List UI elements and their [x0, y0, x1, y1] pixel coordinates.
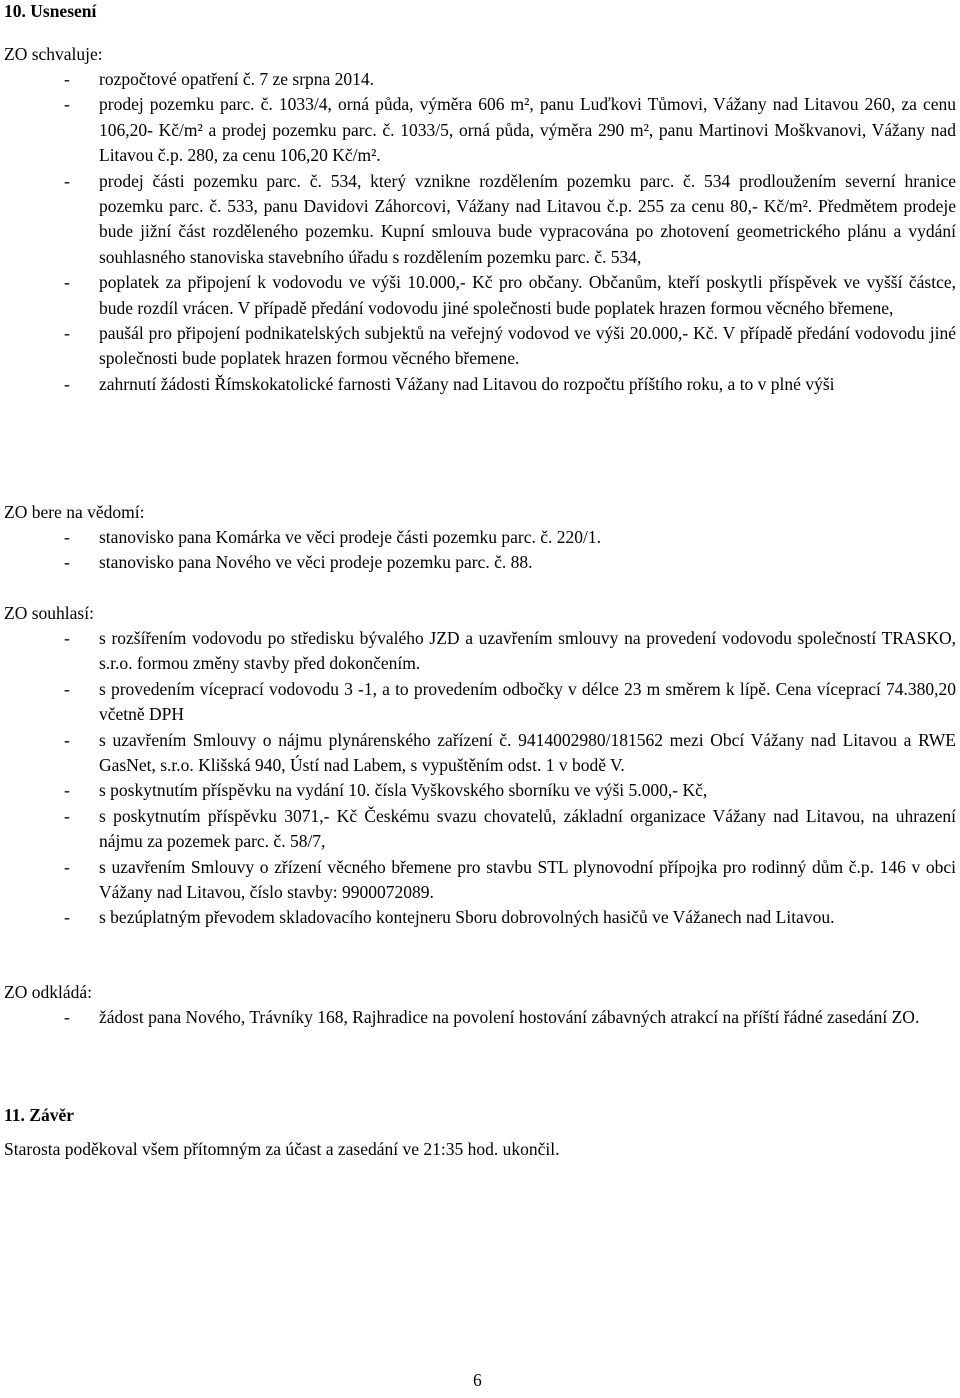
list-item: - s bezúplatným převodem skladovacího kontejneru Sboru dobrovolných hasičů ve Vážanech nad Litavou. — [4, 905, 956, 930]
odklada-label: ZO odkládá: — [4, 982, 92, 1002]
schvaluje-label: ZO schvaluje: — [4, 44, 103, 64]
list-item: - poplatek za připojení k vodovodu ve výši 10.000,- Kč pro občany. Občanům, kteří poskytli příspěvek ve vyšší částce, bude rozdíl vrácen. V případě předání vodovodu jiné společnosti bude poplatek hrazen formou věcného břemene, — [4, 270, 956, 321]
list-item: - s poskytnutím příspěvku 3071,- Kč Českému svazu chovatelů, základní organizace Vážany nad Litavou, na uhrazení nájmu za pozemek parc. č. 58/7, — [4, 804, 956, 855]
list-item: - zahrnutí žádosti Římskokatolické farnosti Vážany nad Litavou do rozpočtu příštího roku, a to v plné výši — [4, 372, 956, 397]
list-item: - prodej části pozemku parc. č. 534, který vznikne rozdělením pozemku parc. č. 534 prodloužením severní hranice pozemku parc. č. 533, panu Davidovi Záhorcovi, Vážany nad Litavou č.p. 255 za cenu 80,- Kč/m². Předmětem prodeje bude jižní část rozděleného pozemku. Kupní smlouva bude vypracována po zhotovení geometrického plánu a vydání souhlasného stanoviska stavebního úřadu s rozdělením pozemku parc. č. 534, — [4, 169, 956, 271]
list-item: - s rozšířením vodovodu po středisku bývalého JZD a uzavřením smlouvy na provedení vodovodu společností TRASKO, s.r.o. formou změny stavby před dokončením. — [4, 626, 956, 677]
schvaluje-list — [4, 67, 956, 397]
list-item: - stanovisko pana Komárka ve věci prodeje části pozemku parc. č. 220/1. — [4, 525, 956, 550]
list-item: - s provedením víceprací vodovodu 3 -1, a to provedením odbočky v délce 23 m směrem k lípě. Cena víceprací 74.380,20 včetně DPH — [4, 677, 956, 728]
bere-label: ZO bere na vědomí: — [4, 502, 145, 522]
closing-text: Starosta poděkoval všem přítomným za účast a zasedání ve 21:35 hod. ukončil. — [4, 1139, 560, 1159]
list-item: - rozpočtové opatření č. 7 ze srpna 2014. — [4, 67, 956, 92]
odklada-list — [4, 1005, 956, 1030]
page-number: 6 — [473, 1370, 482, 1390]
list-item: - žádost pana Nového, Trávníky 168, Rajhradice na povolení hostování zábavných atrakcí na příští řádné zasedání ZO. — [4, 1005, 956, 1030]
list-item: - s uzavřením Smlouvy o zřízení věcného břemene pro stavbu STL plynovodní přípojka pro rodinný dům č.p. 146 v obci Vážany nad Litavou, číslo stavby: 9900072089. — [4, 855, 956, 906]
section-11-title: 11. Závěr — [4, 1105, 74, 1125]
list-item: - s poskytnutím příspěvku na vydání 10. čísla Vyškovského sborníku ve výši 5.000,- Kč, — [4, 778, 956, 803]
bere-list — [4, 525, 956, 576]
section-10-title: 10. Usnesení — [4, 1, 97, 21]
list-item: - stanovisko pana Nového ve věci prodeje pozemku parc. č. 88. — [4, 550, 956, 575]
souhlasi-label: ZO souhlasí: — [4, 603, 94, 623]
list-item: - paušál pro připojení podnikatelských subjektů na veřejný vodovod ve výši 20.000,- Kč. V případě předání vodovodu jiné společnosti bude poplatek hrazen formou věcného břemene. — [4, 321, 956, 372]
souhlasi-list — [4, 626, 956, 931]
list-item: - prodej pozemku parc. č. 1033/4, orná půda, výměra 606 m², panu Luďkovi Tůmovi, Vážany nad Litavou 260, za cenu 106,20- Kč/m² a prodej pozemku parc. č. 1033/5, orná půda, výměra 290 m², panu Martinovi Moškvanovi, Vážany nad Litavou č.p. 280, za cenu 106,20 Kč/m². — [4, 92, 956, 168]
list-item: - s uzavřením Smlouvy o nájmu plynárenského zařízení č. 9414002980/181562 mezi Obcí Vážany nad Litavou a RWE GasNet, s.r.o. Klišská 940, Ústí nad Labem, s vypuštěním odst. 1 v bodě V. — [4, 728, 956, 779]
